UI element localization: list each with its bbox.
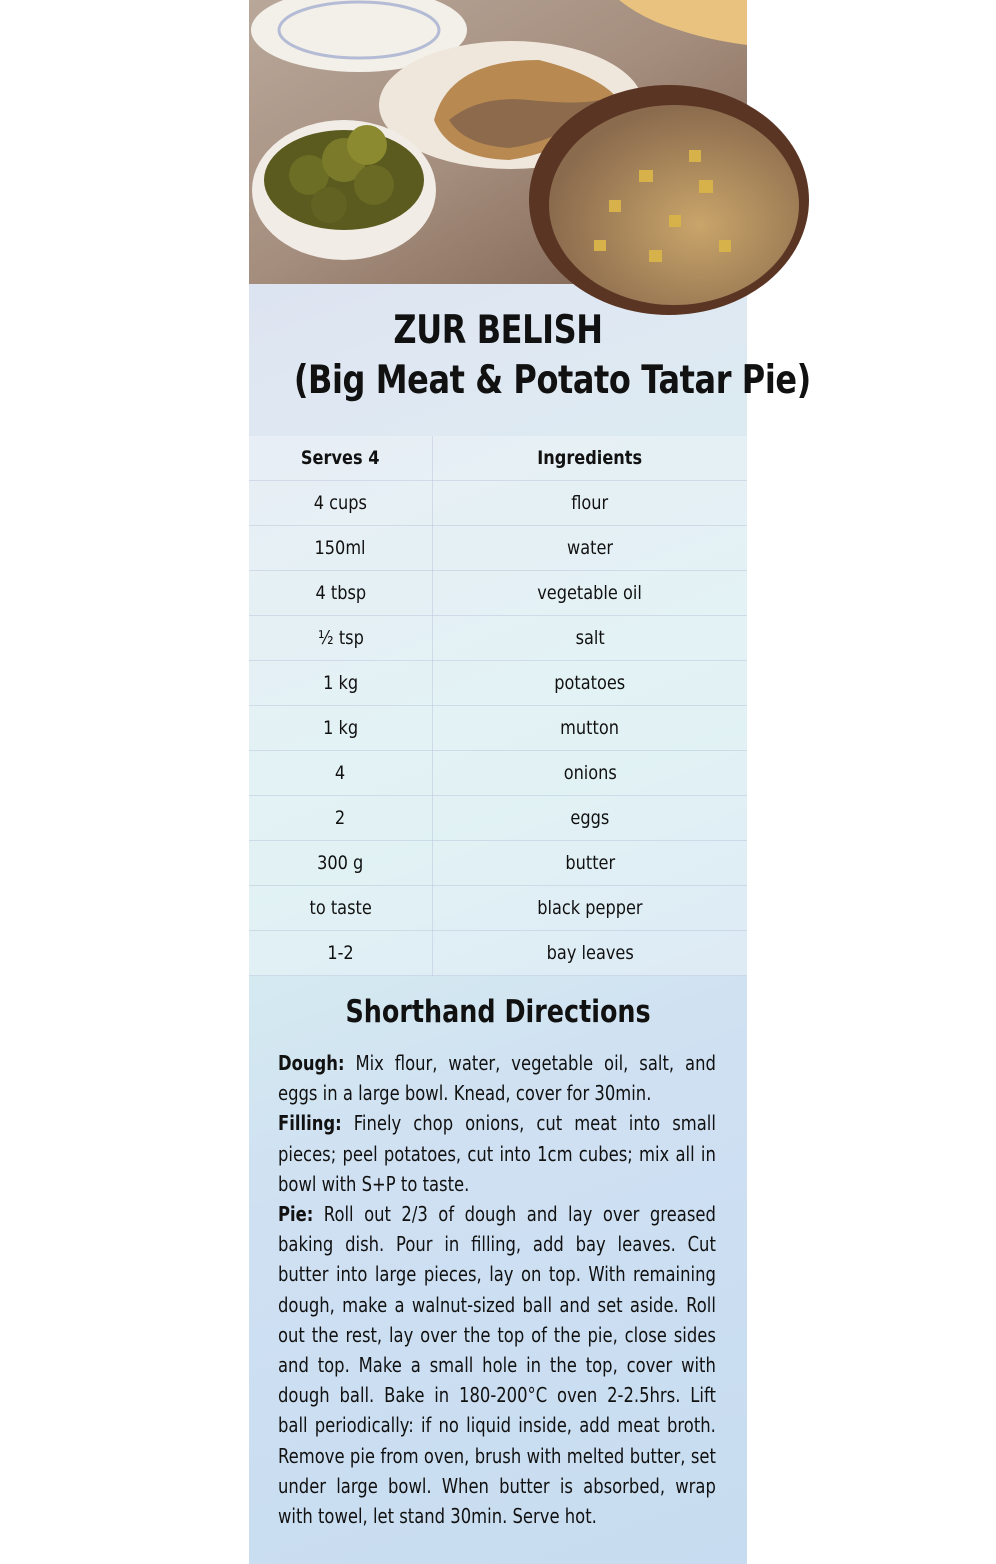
- quantity-cell: ½ tsp: [249, 616, 433, 661]
- quantity-cell: 150ml: [249, 526, 433, 571]
- quantity-cell: to taste: [249, 886, 433, 931]
- table-row: [249, 841, 747, 886]
- recipe-title: [293, 306, 811, 406]
- ingredient-cell: flour: [433, 481, 748, 526]
- direction-step: [278, 1108, 716, 1199]
- ingredient-cell: vegetable oil: [433, 571, 748, 616]
- ingredients-body: [249, 481, 747, 976]
- step-label: Pie:: [278, 1202, 314, 1227]
- header-serves: Serves 4: [249, 436, 433, 481]
- table-row: [249, 706, 747, 751]
- quantity-cell: 1 kg: [249, 706, 433, 751]
- quantity-cell: 300 g: [249, 841, 433, 886]
- direction-step: [278, 1199, 716, 1531]
- quantity-cell: 2: [249, 796, 433, 841]
- step-label: Filling:: [278, 1111, 342, 1136]
- ingredient-cell: potatoes: [433, 661, 748, 706]
- table-row: [249, 886, 747, 931]
- table-header-row: [249, 436, 747, 481]
- ingredient-cell: mutton: [433, 706, 748, 751]
- quantity-cell: 4 cups: [249, 481, 433, 526]
- ingredients-table: [249, 436, 747, 976]
- table-row: [249, 571, 747, 616]
- direction-step: [278, 1048, 716, 1108]
- table-row: [249, 481, 747, 526]
- ingredient-cell: onions: [433, 751, 748, 796]
- directions-text: [278, 1048, 716, 1531]
- table-row: [249, 751, 747, 796]
- table-row: [249, 526, 747, 571]
- title-line-1: ZUR BELISH: [393, 308, 603, 353]
- quantity-cell: 4: [249, 751, 433, 796]
- directions-title: Shorthand Directions: [345, 994, 651, 1030]
- food-photo-illustration: [249, 0, 747, 284]
- step-label: Dough:: [278, 1051, 345, 1075]
- table-row: [249, 616, 747, 661]
- title-line-2: (Big Meat & Potato Tatar Pie): [293, 358, 811, 403]
- step-text: Mix flour, water, vegetable oil, salt, and eggs in a large bowl. Knead, cover for 30min.: [278, 1051, 716, 1106]
- ingredient-cell: eggs: [433, 796, 748, 841]
- ingredient-cell: black pepper: [433, 886, 748, 931]
- ingredient-cell: butter: [433, 841, 748, 886]
- quantity-cell: 4 tbsp: [249, 571, 433, 616]
- food-photo: [249, 0, 747, 284]
- step-text: Finely chop onions, cut meat into small pieces; peel potatoes, cut into 1cm cubes; mix all in bowl with S+P to taste.: [278, 1111, 716, 1196]
- ingredient-cell: bay leaves: [433, 931, 748, 976]
- table-row: [249, 931, 747, 976]
- table-row: [249, 661, 747, 706]
- table-row: [249, 796, 747, 841]
- header-ingredients: Ingredients: [433, 436, 748, 481]
- step-text: Roll out 2/3 of dough and lay over greased baking dish. Pour in filling, add bay leaves. Cut butter into large pieces, lay on top. With remaining dough, make a walnut-sized ball and set aside. Roll out the rest, lay over the top of the pie, close sides and top. Make a small hole in the top, cover with dough ball. Bake in 180-200°C oven 2-2.5hrs. Lift ball periodically: if no liquid inside, add meat broth. Remove pie from oven, brush with melted butter, set under large bowl. When butter is absorbed, wrap with towel, let stand 30min. Serve hot.: [278, 1202, 716, 1529]
- quantity-cell: 1 kg: [249, 661, 433, 706]
- ingredient-cell: salt: [433, 616, 748, 661]
- recipe-card: [249, 0, 811, 1564]
- ingredient-cell: water: [433, 526, 748, 571]
- quantity-cell: 1-2: [249, 931, 433, 976]
